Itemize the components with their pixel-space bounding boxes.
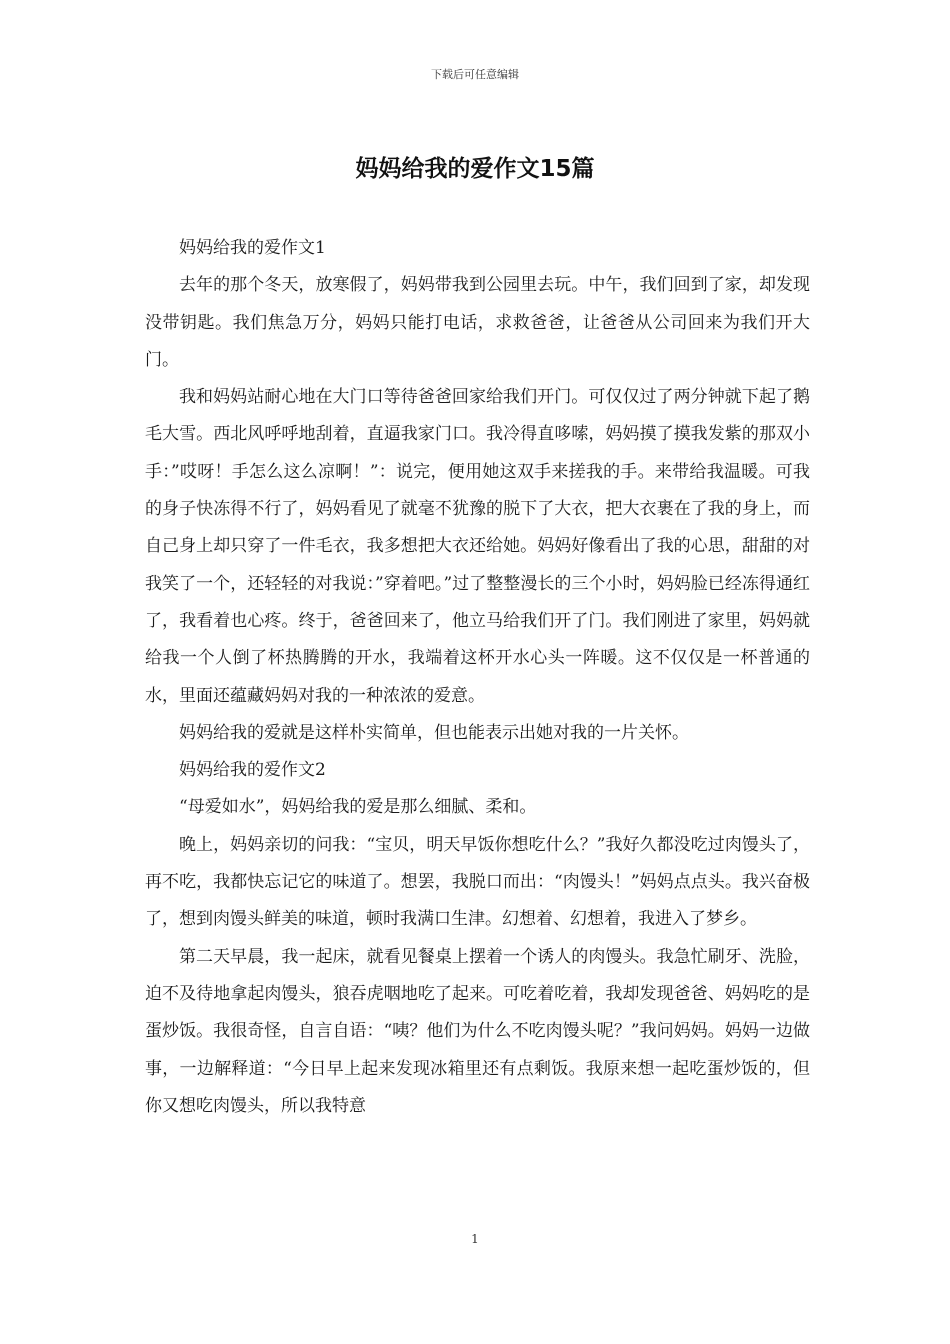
essay-body	[145, 230, 810, 1125]
paragraph: “母爱如水”，妈妈给我的爱是那么细腻、柔和。	[179, 797, 537, 818]
header-note: 下载后可任意编辑	[431, 68, 519, 81]
paragraph: 去年的那个冬天，放寒假了，妈妈带我到公园里去玩。中午，我们回到了家，却发现没带钥匙。我们焦急万分，妈妈只能打电话，求救爸爸，让爸爸从公司回来为我们开大门。	[145, 275, 810, 370]
paragraph: 妈妈给我的爱就是这样朴实简单，但也能表示出她对我的一片关怀。	[179, 722, 689, 743]
paragraph: 我和妈妈站耐心地在大门口等待爸爸回家给我们开门。可仅仅过了两分钟就下起了鹅毛大雪。西北风呼呼地刮着，直逼我家门口。我冷得直哆嗦，妈妈摸了摸我发紫的那双小手：”哎呀！手怎么这么凉啊！”：说完，便用她这双手来搓我的手。来带给我温暖。可我的身子快冻得不行了，妈妈看见了就毫不犹豫的脱下了大衣，把大衣裹在了我的身上，而自己身上却只穿了一件毛衣，我多想把大衣还给她。妈妈好像看出了我的心思，甜甜的对我笑了一个，还轻轻的对我说：”穿着吧。”过了整整漫长的三个小时，妈妈脸已经冻得通红了，我看着也心疼。终于，爸爸回来了，他立马给我们开了门。我们刚进了家里，妈妈就给我一个人倒了杯热腾腾的开水，我端着这杯开水心头一阵暖。这不仅仅是一杯普通的水，里面还蕴藏妈妈对我的一种浓浓的爱意。	[145, 387, 810, 706]
paragraph: 晚上，妈妈亲切的问我：“宝贝，明天早饭你想吃什么？”我好久都没吃过肉馒头了，再不吃，我都快忘记它的味道了。想罢，我脱口而出：“肉馒头！”妈妈点点头。我兴奋极了，想到肉馒头鲜美的味道，顿时我满口生津。幻想着、幻想着，我进入了梦乡。	[145, 834, 810, 930]
page-title: 妈妈给我的爱作文15篇	[355, 156, 595, 182]
paragraph: 第二天早晨，我一起床，就看见餐桌上摆着一个诱人的肉馒头。我急忙刷牙、洗脸，迫不及待地拿起肉馒头，狼吞虎咽地吃了起来。可吃着吃着，我却发现爸爸、妈妈吃的是蛋炒饭。我很奇怪，自言自语：“咦？他们为什么不吃肉馒头呢？”我问妈妈。妈妈一边做事，一边解释道：“今日早上起来发现冰箱里还有点剩饭。我原来想一起吃蛋炒饭的，但你又想吃肉馒头，所以我特意	[145, 946, 810, 1116]
section-heading: 妈妈给我的爱作文2	[179, 760, 326, 781]
page-number: 1	[471, 1232, 479, 1246]
section-heading: 妈妈给我的爱作文1	[179, 238, 326, 258]
